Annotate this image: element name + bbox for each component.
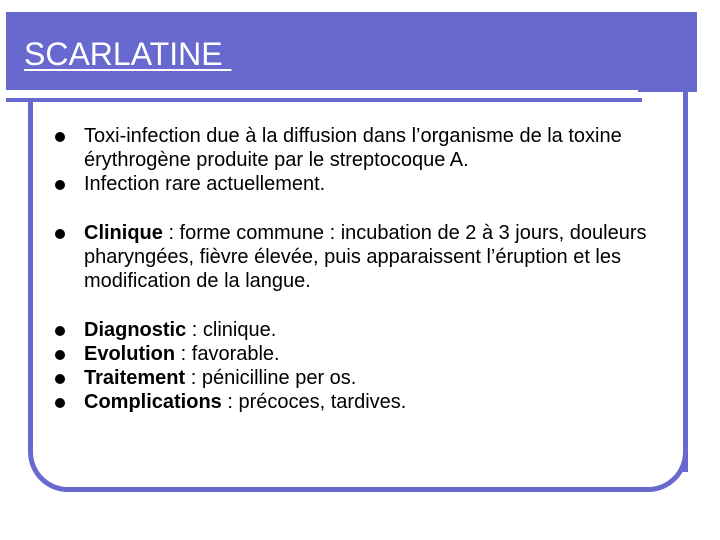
slide-title: SCARLATINE [24,36,232,72]
bullet-term: Complications [84,391,222,413]
bullet-group [55,124,675,196]
bullet-dot-icon [55,374,65,384]
bullet-text: : pénicilline per os. [185,367,357,389]
accent-rule [6,98,642,102]
bullet-item [55,342,675,366]
bullet-item [55,366,675,390]
bullet-group [55,318,675,414]
bullet-dot-icon [55,229,65,239]
bullet-text: : précoces, tardives. [221,391,407,413]
bullet-item [55,124,675,172]
bullet-dot-icon [55,398,65,408]
bullet-text: : favorable. [175,343,280,365]
bullet-text: Infection rare actuellement. [84,173,326,195]
bullet-item [55,221,675,293]
bullet-group [55,221,675,293]
bullet-dot-icon [55,132,65,142]
bullet-item [55,390,675,414]
bullet-term: Diagnostic [84,319,187,341]
bullet-item [55,318,675,342]
bullet-dot-icon [55,350,65,360]
bullet-term: Evolution [84,343,176,365]
bullet-text: Toxi-infection due à la diffusion dans l’organisme de la toxine érythrogène produite par le streptocoque A. [84,125,622,171]
bullet-text: : clinique. [186,319,277,341]
bullet-dot-icon [55,180,65,190]
bullet-term: Traitement [84,367,186,389]
bullet-term: Clinique [84,222,163,244]
title-underline-rule [6,90,638,94]
bullet-text: : forme commune : incubation de 2 à 3 jours, douleurs pharyngées, fièvre élevée, puis apparaissent l’éruption et les modification de la langue. [84,222,647,292]
bullet-content [55,124,675,439]
bullet-item [55,172,675,196]
bullet-dot-icon [55,326,65,336]
frame-left-edge [28,102,33,322]
